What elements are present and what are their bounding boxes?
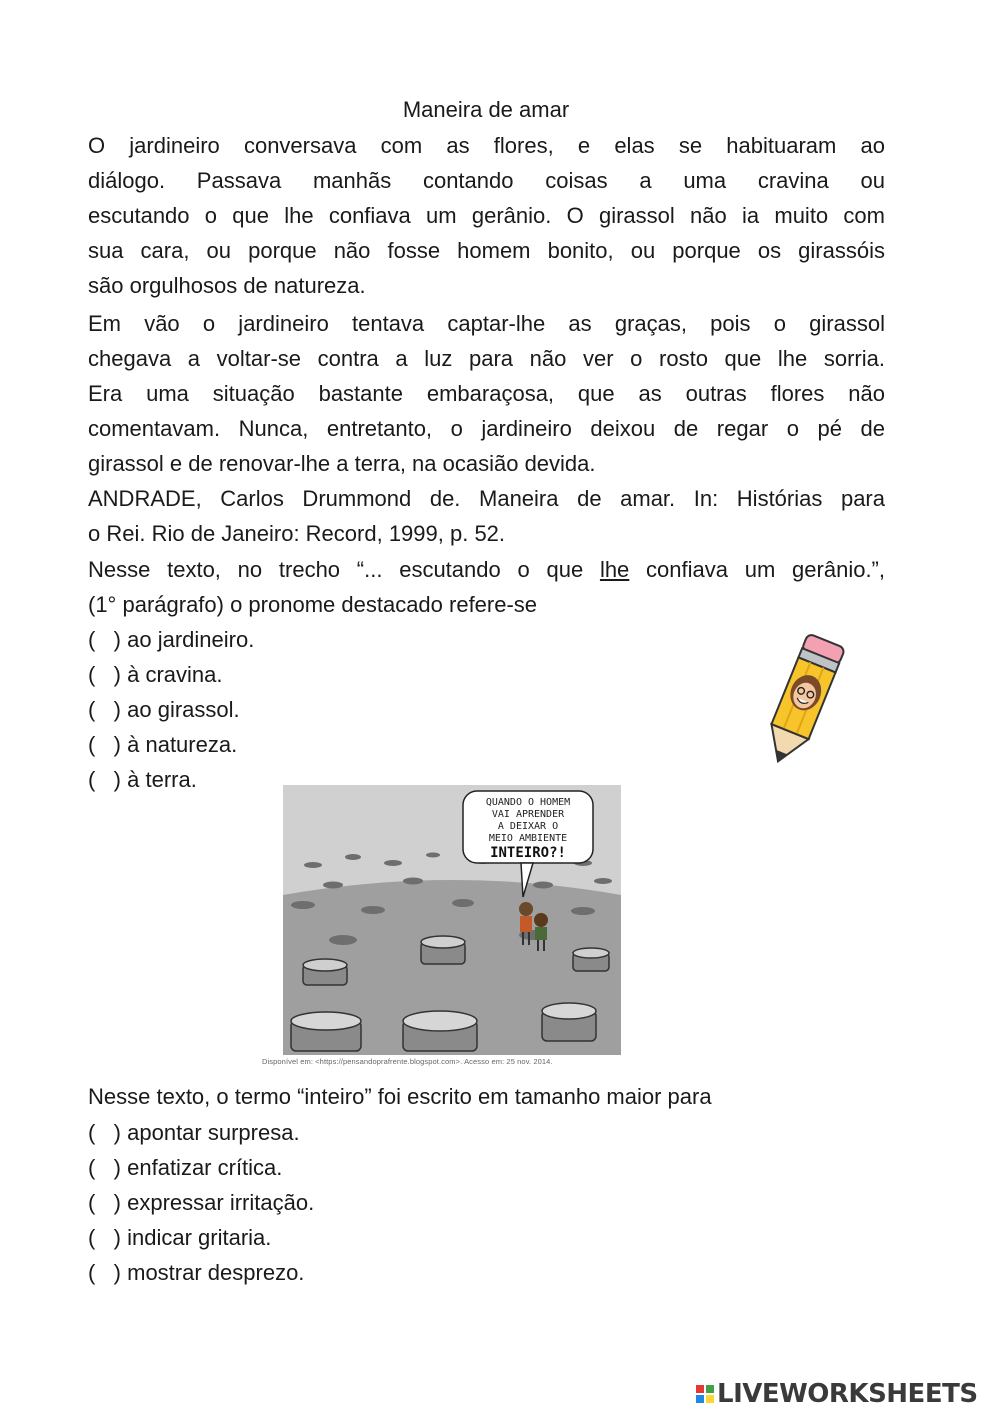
- page-title: Maneira de amar: [402, 97, 570, 122]
- logo-square: [706, 1385, 714, 1393]
- speech-line: A DEIXAR O: [497, 821, 559, 832]
- option-row[interactable]: [88, 1185, 885, 1220]
- text-line: são orgulhosos de natureza.: [88, 273, 366, 298]
- answer-checkbox[interactable]: ( ): [88, 1260, 121, 1285]
- question-2-options: [88, 1115, 885, 1290]
- option-row[interactable]: [88, 1220, 885, 1255]
- citation-line: o Rei. Rio de Janeiro: Record, 1999, p. 52.: [88, 521, 506, 546]
- question-1-prompt: [88, 552, 885, 622]
- liveworksheets-logo: [696, 1378, 978, 1410]
- question-line: Nesse texto, no trecho “... escutando o que lhe confiava um gerânio.”,: [88, 557, 885, 582]
- text-line: Em vão o jardineiro tentava captar-lhe as graças, pois o girassol: [88, 311, 885, 336]
- option-label: mostrar desprezo.: [127, 1260, 305, 1285]
- option-row[interactable]: [88, 1150, 885, 1185]
- pencil-avatar-icon: [752, 630, 852, 775]
- logo-square: [706, 1395, 714, 1403]
- option-label: apontar surpresa.: [127, 1120, 300, 1145]
- option-label: à terra.: [127, 767, 197, 792]
- story-paragraph-2: [88, 306, 885, 481]
- option-label: expressar irritação.: [127, 1190, 315, 1215]
- highlighted-pronoun: lhe: [599, 557, 630, 582]
- text-line: diálogo. Passava manhãs contando coisas a uma cravina ou: [88, 168, 885, 193]
- logo-mark-icon: [696, 1385, 714, 1403]
- text-line: comentavam. Nunca, entretanto, o jardineiro deixou de regar o pé de: [88, 416, 885, 441]
- text-line: girassol e de renovar-lhe a terra, na ocasião devida.: [88, 451, 596, 476]
- question-line: Nesse texto, o termo “inteiro” foi escrito em tamanho maior para: [88, 1084, 712, 1109]
- comic-credit: Disponível em: <https://pensandoprafrente.blogspot.com>. Acesso em: 25 nov. 2014.: [262, 1057, 553, 1066]
- answer-checkbox[interactable]: ( ): [88, 697, 121, 722]
- answer-checkbox[interactable]: ( ): [88, 767, 121, 792]
- answer-checkbox[interactable]: ( ): [88, 1225, 121, 1250]
- option-row[interactable]: [88, 1115, 885, 1150]
- question-2-prompt: [88, 1079, 885, 1114]
- citation: [88, 481, 885, 551]
- citation-line: ANDRADE, Carlos Drummond de. Maneira de amar. In: Histórias para: [88, 486, 885, 511]
- text-line: O jardineiro conversava com as flores, e elas se habituaram ao: [88, 133, 885, 158]
- option-label: ao girassol.: [127, 697, 240, 722]
- option-label: ao jardineiro.: [127, 627, 255, 652]
- text-line: escutando o que lhe confiava um gerânio. O girassol não ia muito com: [88, 203, 885, 228]
- speech-emphasis: INTEIRO?!: [490, 845, 566, 861]
- answer-checkbox[interactable]: ( ): [88, 1190, 121, 1215]
- option-row[interactable]: [88, 1255, 885, 1290]
- comic-illustration: [283, 785, 621, 1055]
- speech-line: VAI APRENDER: [491, 809, 565, 820]
- option-label: à cravina.: [127, 662, 223, 687]
- text-line: sua cara, ou porque não fosse homem bonito, ou porque os girassóis: [88, 238, 885, 263]
- answer-checkbox[interactable]: ( ): [88, 662, 121, 687]
- logo-square: [696, 1395, 704, 1403]
- option-label: enfatizar crítica.: [127, 1155, 283, 1180]
- answer-checkbox[interactable]: ( ): [88, 1120, 121, 1145]
- text-line: Era uma situação bastante embaraçosa, que as outras flores não: [88, 381, 885, 406]
- option-label: indicar gritaria.: [127, 1225, 272, 1250]
- text-line: chegava a voltar-se contra a luz para não ver o rosto que lhe sorria.: [88, 346, 885, 371]
- story-paragraph-1: [88, 128, 885, 303]
- speech-line: MEIO AMBIENTE: [488, 833, 568, 844]
- answer-checkbox[interactable]: ( ): [88, 1155, 121, 1180]
- speech-line: QUANDO O HOMEM: [485, 797, 571, 808]
- option-label: à natureza.: [127, 732, 238, 757]
- logo-text: LIVEWORKSHEETS: [717, 1379, 978, 1409]
- logo-square: [696, 1385, 704, 1393]
- answer-checkbox[interactable]: ( ): [88, 732, 121, 757]
- answer-checkbox[interactable]: ( ): [88, 627, 121, 652]
- question-line: (1° parágrafo) o pronome destacado refere-se: [88, 592, 538, 617]
